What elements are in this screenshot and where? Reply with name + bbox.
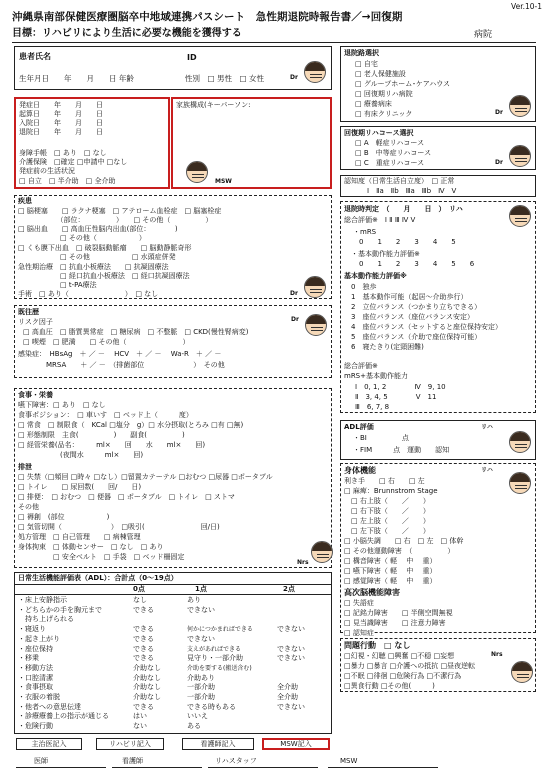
rehab-course-title: 回復期リハコース選択 bbox=[344, 129, 414, 137]
adl-item: ・口腔清潔 bbox=[18, 673, 53, 682]
adl-option[interactable]: 介助なし bbox=[133, 683, 161, 692]
discharge-option[interactable]: □ 療養病床 bbox=[355, 100, 392, 108]
prescription-row[interactable]: 処方管理 □ 自己管理 □ 病棟管理 bbox=[18, 533, 141, 541]
grade-row: Ⅰ 0, 1, 2 Ⅳ 9, 10 bbox=[355, 383, 446, 391]
adl-option[interactable]: 全介助 bbox=[277, 683, 298, 692]
meal-box bbox=[14, 388, 332, 568]
adl-item: ・床上安静指示 bbox=[18, 596, 67, 604]
disease-row[interactable]: □ その他（ ） bbox=[18, 234, 146, 242]
excretion-row[interactable]: □ 失禁（□頻回 □時々 □なし）□留置カテーテル □おむつ □尿器 □ポータブル bbox=[18, 473, 273, 481]
adl-option[interactable]: 支えがあればできる bbox=[187, 645, 242, 653]
adl-option[interactable]: いいえ bbox=[187, 712, 208, 721]
body-row[interactable]: □ 嚥下障害（ 軽 中 重） bbox=[344, 567, 437, 575]
discharge-option[interactable]: □ 老人保健施設 bbox=[355, 70, 406, 78]
nurse-sign-label: 看護師 bbox=[122, 757, 143, 765]
mrs-label: ・mRS bbox=[353, 228, 377, 236]
basic-item: 2 立位バランス（つかまり立ちできる） bbox=[351, 303, 482, 311]
nurse-avatar-icon bbox=[511, 661, 533, 683]
excretion-title: 排泄 bbox=[18, 463, 32, 471]
behavior-title[interactable]: 問題行動 □ なし bbox=[344, 641, 411, 650]
start-date[interactable]: 起算日 年 月 日 bbox=[19, 110, 103, 118]
adl-option[interactable]: あり bbox=[187, 596, 201, 604]
msw-tag: MSW bbox=[215, 178, 232, 185]
doctor-tag: Dr bbox=[290, 290, 298, 297]
care-insurance[interactable]: 介護保険 □確定 □申請中 □なし bbox=[19, 158, 128, 166]
rehab-eval-box bbox=[340, 201, 536, 413]
adl-item: 持ち上げられる bbox=[18, 615, 74, 624]
bi-score[interactable]: ・BI 点 bbox=[353, 434, 409, 442]
col-header: 1点 bbox=[195, 585, 207, 593]
doctor-sign-label: 医師 bbox=[34, 757, 48, 765]
adl-option[interactable]: できる bbox=[133, 634, 154, 643]
pressure-ulcer-row[interactable]: □ 褥創 (部位 ) bbox=[18, 513, 110, 521]
course-option[interactable]: □ C 重症リハコース bbox=[355, 159, 425, 167]
body-row[interactable]: □ 左下肢（ ／ ） bbox=[344, 527, 430, 535]
body-title: 身体機能 bbox=[344, 466, 376, 475]
rehab-entry-button[interactable]: リハビリ記入 bbox=[96, 738, 164, 750]
higher-row[interactable]: □ 見当識障害 □ 注意力障害 bbox=[344, 619, 446, 627]
adl-option[interactable]: 何かにつかまればできる bbox=[187, 626, 253, 634]
doctor-tag: Dr bbox=[495, 109, 503, 116]
mrs-combo: mRS+基本動作能力 bbox=[344, 372, 408, 380]
body-function-box bbox=[340, 463, 536, 637]
basic-item: 3 座位バランス（座位バランス安定） bbox=[351, 313, 475, 321]
grade-row: Ⅲ 6, 7, 8 bbox=[355, 403, 390, 411]
adl-table-title: 日常生活機能評価表（ADL）：合計点（0～19点） bbox=[18, 574, 178, 582]
adl-item: ・他者への意思伝達 bbox=[18, 702, 81, 711]
course-option[interactable]: □ B 中等症リハコース bbox=[355, 149, 432, 157]
nurse-entry-button[interactable]: 看護師記入 bbox=[182, 738, 254, 750]
page-title: 沖縄県南部保健医療圏脳卒中地域連携パスシート 急性期退院時報告書／→回復期 bbox=[12, 11, 403, 23]
disease-box bbox=[14, 195, 332, 299]
meal-row[interactable]: □ 常食 □ 制限食（ KCal □塩分 g）□ 水分摂取(とろみ □有 □無) bbox=[18, 421, 244, 429]
adl-item: ・移乗 bbox=[18, 654, 39, 663]
col-header: 2点 bbox=[283, 585, 295, 593]
adl-item: ・移動方法 bbox=[18, 663, 53, 672]
behavior-row[interactable]: □異食行動 □その他( ) bbox=[344, 682, 435, 690]
nurse-tag: Nrs bbox=[297, 559, 309, 566]
family-structure-label[interactable]: 家族構成(キーパーソン: bbox=[176, 101, 251, 109]
meal-title: 食事・栄養 bbox=[18, 391, 53, 399]
higher-row[interactable]: □ 記銘力障害 □ 半側空間無視 bbox=[344, 609, 453, 617]
version-label: Ver.10-1 bbox=[511, 2, 542, 11]
body-row[interactable]: □ 左上肢（ ／ ） bbox=[344, 517, 430, 525]
adl-option[interactable]: できない bbox=[187, 634, 215, 643]
adl-option[interactable]: 介助を要する(搬送含む) bbox=[187, 664, 252, 672]
behavior-row[interactable]: □幻視・幻聴 □興奮 □不穏 □妄想 bbox=[344, 652, 455, 660]
goal-text: 目標：リハビリにより生活に必要な機能を獲得する bbox=[12, 28, 242, 39]
basic-label: ・基本動作能力評価※ bbox=[351, 250, 420, 258]
rehab-tag: リハ bbox=[481, 424, 493, 431]
discharge-title: 退院路選択 bbox=[344, 49, 379, 57]
body-row[interactable]: □ 右上肢（ ／ ） bbox=[344, 497, 430, 505]
onset-date[interactable]: 発症日 年 月 日 bbox=[19, 101, 103, 109]
adl-option[interactable]: できない bbox=[187, 605, 215, 614]
therapist-avatar-icon bbox=[509, 431, 531, 453]
adl-option[interactable]: 一部介助 bbox=[187, 683, 215, 692]
prior-life-options[interactable]: □ 自立 □ 半介助 □ 全介助 bbox=[19, 177, 116, 185]
course-option[interactable]: □ A 軽症リハコース bbox=[355, 139, 425, 147]
adl-option[interactable]: 見守り・一部介助 bbox=[187, 654, 243, 663]
msw-sign-line[interactable] bbox=[328, 767, 438, 768]
disease-row[interactable]: （部位： ） □ その他（ ） bbox=[18, 216, 213, 224]
admission-date[interactable]: 入院日 年 月 日 bbox=[19, 119, 103, 127]
excretion-row[interactable]: □ トイレ □ 尿回数( 回/ 日) bbox=[18, 483, 142, 491]
family-box bbox=[171, 97, 332, 189]
rehab-course-box bbox=[340, 126, 536, 170]
discharge-route-box bbox=[340, 46, 536, 122]
adl-option[interactable]: できない bbox=[277, 702, 305, 711]
doctor-avatar-icon bbox=[305, 314, 327, 336]
adl-option[interactable]: 一部介助 bbox=[187, 693, 215, 701]
body-row[interactable]: 利き手 □ 右 □ 左 bbox=[344, 477, 425, 485]
adl-option[interactable]: できる bbox=[133, 654, 154, 663]
disease-row[interactable]: 急性期治療 □ 抗血小板療法 □ 抗凝固療法 bbox=[18, 263, 169, 271]
nurse-tag: Nrs bbox=[491, 651, 503, 658]
meal-row[interactable]: (夜間水 ml× 回) bbox=[18, 451, 144, 459]
nurse-sign-line[interactable] bbox=[112, 767, 202, 768]
adl-option[interactable]: できる bbox=[133, 702, 154, 711]
disease-title: 疾患 bbox=[18, 197, 32, 205]
patient-box bbox=[14, 46, 332, 90]
disability-cert[interactable]: 身障手帳 □ あり □ なし bbox=[19, 149, 107, 157]
meal-row[interactable]: 食事ポジション： □ 車いす □ ベッド上（ 度） bbox=[18, 411, 193, 419]
excretion-row[interactable]: □ 排便： □ おむつ □ 便器 □ ポータブル □ トイレ □ ストマ bbox=[18, 493, 235, 501]
adl-item: ・診療療養上の指示が通じる bbox=[18, 712, 109, 721]
doctor-avatar-icon bbox=[509, 145, 531, 167]
overall-eval[interactable]: 総合評価※ Ⅰ Ⅱ Ⅲ Ⅳ Ⅴ bbox=[344, 216, 416, 224]
behavior-row[interactable]: □不眠 □徘徊 □危険行為 □不潔行為 bbox=[344, 672, 462, 680]
discharge-date[interactable]: 退院日 年 月 日 bbox=[19, 128, 103, 136]
hospital-label: 病院 bbox=[474, 30, 493, 40]
msw-entry-button[interactable]: MSW記入 bbox=[262, 738, 330, 750]
msw-sign-label: MSW bbox=[340, 757, 358, 765]
adl-option[interactable]: できない bbox=[277, 654, 305, 663]
adl-option[interactable]: 介助なし bbox=[133, 693, 161, 701]
doctor-sign-line[interactable] bbox=[16, 767, 106, 768]
infection-row[interactable]: MRSA ＋ ／ － （排菌部位 ） その他 bbox=[18, 361, 225, 369]
col-header: 0点 bbox=[133, 585, 145, 593]
discharge-option[interactable]: □ 自宅 bbox=[355, 60, 378, 68]
adl-eval-box bbox=[340, 420, 536, 460]
cognition-title[interactable]: 認知度（日常生活自立度） □ 正常 bbox=[344, 177, 455, 185]
doctor-entry-button[interactable]: 主治医記入 bbox=[16, 738, 82, 750]
body-row[interactable]: □ 麻痺：Brunnstrom Stage bbox=[344, 487, 438, 495]
adl-option[interactable]: できる bbox=[133, 605, 154, 614]
doctor-tag: Dr bbox=[495, 159, 503, 166]
disease-row[interactable]: □ 脳梗塞 □ ラクナ梗塞 □ アテローム血栓症 □ 脳塞栓症 bbox=[18, 207, 222, 215]
discharge-option[interactable]: □ 有床クリニック bbox=[355, 110, 413, 118]
rehab-eval-title: 退院時判定 （ 月 日 ） リハ bbox=[344, 205, 463, 213]
history-title: 既往歴 bbox=[18, 308, 39, 316]
gender-field[interactable]: 性別 □ 男性 □ 女性 bbox=[185, 74, 264, 83]
basic-item: 1 基本動作可能（起居～介助歩行） bbox=[351, 293, 468, 301]
rehab-sign-label: リハスタッフ bbox=[215, 757, 257, 765]
body-row[interactable]: □ 感覚障害（ 軽 中 重） bbox=[344, 577, 437, 585]
adl-option[interactable]: 介助なし bbox=[133, 673, 161, 682]
doctor-tag: Dr bbox=[290, 74, 298, 81]
higher-row[interactable]: □ 認知症 bbox=[344, 629, 374, 637]
basic-item: 0 独歩 bbox=[351, 283, 377, 291]
adl-item: ・衣服の着脱 bbox=[18, 693, 60, 701]
msw-avatar-icon bbox=[186, 161, 208, 183]
body-row[interactable]: □ その他運動障害 （ ） bbox=[344, 547, 455, 555]
meal-row[interactable]: □ 経管栄養(品名： ml× 回 水 ml× 回) bbox=[18, 441, 206, 449]
adl-option[interactable]: できる時もある bbox=[187, 702, 236, 711]
header-rule bbox=[12, 42, 536, 43]
patient-name-label: 患者氏名 bbox=[19, 52, 51, 61]
adl-item: ・食事摂取 bbox=[18, 683, 53, 692]
adl-option[interactable]: ない bbox=[133, 722, 147, 731]
adl-option[interactable]: できない bbox=[277, 644, 305, 653]
adl-option[interactable]: ある bbox=[187, 722, 201, 731]
disease-row[interactable]: □ くも膜下出血 □ 破裂脳動脈瘤 □ 脳動静脈奇形 bbox=[18, 244, 192, 252]
history-box bbox=[14, 305, 332, 378]
body-row[interactable]: □ 小脳失調 □ 右 □ 左 □ 体幹 bbox=[344, 537, 464, 545]
adl-item: ・座位保持 bbox=[18, 644, 53, 653]
meal-row[interactable]: □ 形態制限 主食( ) 副食( ) bbox=[18, 431, 185, 439]
adl-option[interactable]: なし bbox=[133, 596, 147, 604]
restraint-row-2[interactable]: □ 安全ベルト □ 手袋 □ ベッド柵固定 bbox=[18, 553, 185, 561]
restraint-row[interactable]: 身体拘束 □ 体動センサー □ なし □ あり bbox=[18, 543, 164, 551]
infection-row[interactable]: 感染症： HBsAg ＋ ／ － HCV ＋ ／ － Wa-R ＋ ／ － bbox=[18, 350, 222, 358]
grade-row: Ⅱ 3, 4, 5 Ⅴ 11 bbox=[355, 393, 437, 401]
doctor-avatar-icon bbox=[509, 95, 531, 117]
cognition-scale[interactable]: Ⅰ Ⅱa Ⅱb Ⅲa Ⅲb Ⅳ Ⅴ bbox=[367, 187, 457, 195]
doctor-avatar-icon bbox=[304, 61, 326, 83]
dates-box bbox=[14, 97, 170, 189]
body-row[interactable]: □ 右下肢（ ／ ） bbox=[344, 507, 430, 515]
disease-row[interactable]: □ t-PA療法 bbox=[18, 281, 97, 289]
birthdate-field[interactable]: 生年月日 年 月 日 年齢 bbox=[19, 74, 134, 83]
adl-item: ・危険行動 bbox=[18, 722, 53, 731]
prior-life-label: 発症前の生活状況 bbox=[19, 167, 75, 175]
adl-option[interactable]: できる bbox=[133, 625, 154, 634]
other-label: その他 bbox=[18, 503, 39, 511]
meal-row[interactable]: 嚥下障害：□ あり □ なし bbox=[18, 401, 106, 409]
behavior-row[interactable]: □暴力 □暴言 □介護への抵抗 □昼夜逆転 bbox=[344, 662, 476, 670]
adl-table bbox=[14, 572, 332, 734]
adl-eval-title: ADL評価 bbox=[344, 423, 374, 431]
adl-option[interactable]: できる bbox=[133, 644, 154, 653]
therapist-avatar-icon bbox=[509, 472, 531, 494]
basic-item: 6 寝たきり(定頸困難) bbox=[351, 343, 424, 351]
higher-brain-title: 高次脳機能障害 bbox=[344, 588, 400, 597]
fim-score[interactable]: ・FIM 点 運動 認知 bbox=[353, 446, 450, 454]
risk-label: リスク因子 bbox=[18, 318, 53, 326]
overall-eval-2: 総合評価※ bbox=[344, 362, 378, 370]
discharge-option[interactable]: □ 回復期リハ病院 bbox=[355, 90, 413, 98]
adl-option[interactable]: 介助なし bbox=[133, 663, 161, 672]
higher-row[interactable]: □ 失語症 bbox=[344, 599, 374, 607]
cognition-box bbox=[340, 175, 536, 197]
adl-item: ・寝返り bbox=[18, 625, 46, 634]
disease-row[interactable]: □ その他 □ 水頭症併発 bbox=[18, 253, 176, 261]
basic-item: 5 座位バランス（介助で座位保持可能） bbox=[351, 333, 482, 341]
basic-ability-title: 基本動作能力評価※ bbox=[344, 272, 407, 280]
tracheostomy-row[interactable]: □ 気管切開（ ） □吸引( 回/日) bbox=[18, 523, 220, 531]
nurse-avatar-icon bbox=[311, 541, 333, 563]
behavior-box bbox=[340, 638, 536, 692]
adl-item: ・起き上がり bbox=[18, 634, 60, 643]
therapist-avatar-icon bbox=[509, 205, 531, 227]
mrs-scale[interactable]: 0 1 2 3 4 5 bbox=[359, 238, 456, 246]
rehab-tag: リハ bbox=[481, 467, 493, 474]
doctor-avatar-icon bbox=[304, 276, 326, 298]
disease-row[interactable]: □ 経口抗血小板療法 □ 経口抗凝固療法 bbox=[18, 272, 190, 280]
patient-id-label: ID bbox=[187, 53, 197, 62]
basic-scale[interactable]: 0 1 2 3 4 5 6 bbox=[359, 260, 475, 268]
disease-row[interactable]: □ 脳出血 □ 高血圧性脳内出血(部位： ) bbox=[18, 225, 178, 233]
adl-item: ・どちらかの手を胸元まで bbox=[18, 605, 102, 614]
risk-row[interactable]: □ 高血圧 □ 脂質異常症 □ 糖尿病 □ 不整脈 □ CKD(慢性腎病変) bbox=[23, 328, 249, 336]
risk-row[interactable]: □ 喫煙 □ 肥満 □ その他（ ） bbox=[23, 338, 190, 346]
body-row[interactable]: □ 構音障害（ 軽 中 重） bbox=[344, 557, 437, 565]
adl-option[interactable]: できない bbox=[277, 625, 305, 634]
discharge-option[interactable]: □ グループホーム･ケアハウス bbox=[355, 80, 451, 88]
basic-item: 4 座位バランス（セットすると座位保持安定） bbox=[351, 323, 503, 331]
surgery-row[interactable]: 手術 □ あり（ ） □ なし bbox=[18, 290, 159, 298]
adl-option[interactable]: 全介助 bbox=[277, 693, 298, 701]
adl-option[interactable]: はい bbox=[133, 712, 147, 721]
adl-option[interactable]: 介助あり bbox=[187, 673, 215, 682]
rehab-sign-line[interactable] bbox=[208, 767, 318, 768]
doctor-tag: Dr bbox=[291, 316, 299, 323]
